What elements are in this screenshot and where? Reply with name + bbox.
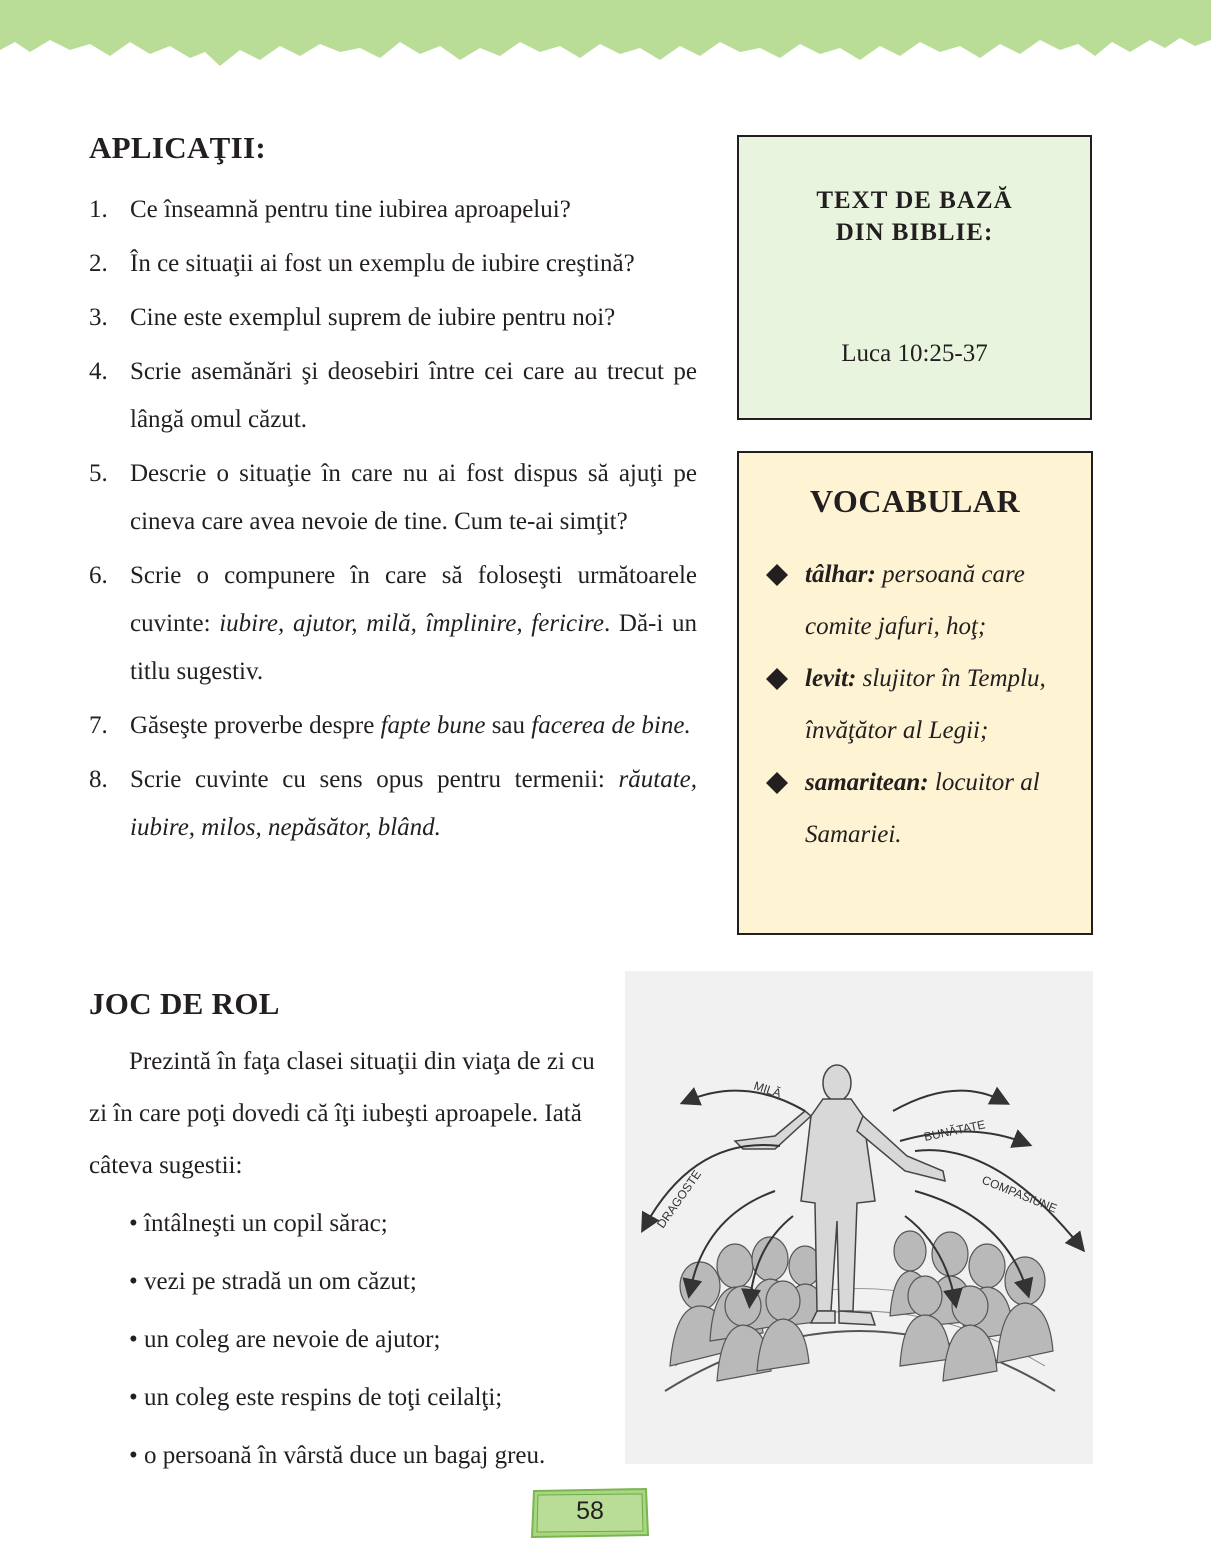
list-item: 8. Scrie cuvinte cu sens opus pentru termenii: răutate, iubire, milos, nepăsător, blând. [89, 766, 697, 841]
band-shape [0, 0, 1211, 66]
vocab-term: tâlhar: [805, 561, 876, 588]
list-item: 6. Scrie o compunere în care să foloseşti următoarele cuvinte: iubire, ajutor, milă, împlinire, fericire. Dă-i un titlu sugestiv. [89, 562, 697, 685]
page-number: 58 [576, 1497, 604, 1525]
vocab-definition: slujitor în Templu, învăţător al Legii; [805, 665, 1046, 744]
list-item: 2. În ce situaţii ai fost un exemplu de iubire creştină? [89, 250, 635, 277]
joc-de-rol-title: JOC DE ROL [89, 986, 280, 1021]
suggestions-list [129, 1195, 545, 1485]
vocabular-box [737, 451, 1093, 935]
list-item: • întâlneşti un copil sărac; [129, 1210, 388, 1237]
bible-reference: Luca 10:25-37 [841, 340, 988, 367]
diamond-bullet-icon [765, 667, 789, 691]
diamond-bullet-icon [765, 563, 789, 587]
vocab-item [763, 757, 1083, 861]
vocab-term: levit: [805, 665, 857, 692]
list-item: • un coleg este respins de toţi ceilalţi; [129, 1384, 503, 1411]
list-item: 3. Cine este exemplul suprem de iubire pentru noi? [89, 304, 616, 331]
illustration-speaker-crowd [625, 971, 1093, 1464]
list-item: 4. Scrie asemănări şi deosebiri între cei care au trecut pe lângă omul căzut. [89, 358, 697, 433]
label-mila: MILĂ [752, 1078, 784, 1101]
vocabular-list [763, 549, 1083, 861]
top-decorative-band [0, 0, 1211, 80]
joc-de-rol-paragraph: Prezintă în faţa clasei situaţii din viaţa de zi cu zi în care poţi dovedi că îţi iubeşti aproapele. Iată câteva sugestii: [89, 1048, 595, 1179]
label-dragoste: DRAGOSTE [653, 1167, 705, 1231]
text-de-baza-title: TEXT DE BAZĂ DIN BIBLIE: [816, 187, 1013, 246]
diamond-bullet-icon [765, 771, 789, 795]
vocab-item [763, 653, 1083, 757]
label-compasiune: COMPASIUNE [979, 1172, 1060, 1216]
vocab-definition: locuitor al Samariei. [805, 769, 1040, 848]
aplicatii-title: APLICAŢII: [89, 130, 266, 165]
label-bunatate: BUNĂTATE [922, 1117, 987, 1144]
list-item: 1. Ce înseamnă pentru tine iubirea aproapelui? [89, 196, 571, 223]
vocab-term: samaritean: [805, 769, 929, 796]
vocab-item [763, 549, 1083, 653]
list-item: • un coleg are nevoie de ajutor; [129, 1326, 441, 1353]
vocabular-title: VOCABULAR [809, 483, 1021, 519]
list-item: 5. Descrie o situaţie în care nu ai fost dispus să ajuţi pe cineva care avea nevoie de tine. Cum te-ai simţit? [89, 460, 697, 535]
text-de-baza-box [737, 135, 1092, 420]
aplicatii-list [89, 186, 697, 858]
list-item: • vezi pe stradă un om căzut; [129, 1268, 417, 1295]
list-item: 7. Găseşte proverbe despre fapte bune sau facerea de bine. [89, 712, 691, 739]
list-item: • o persoană în vârstă duce un bagaj greu. [129, 1442, 546, 1469]
vocab-definition: persoană care comite jafuri, hoţ; [805, 561, 1025, 640]
